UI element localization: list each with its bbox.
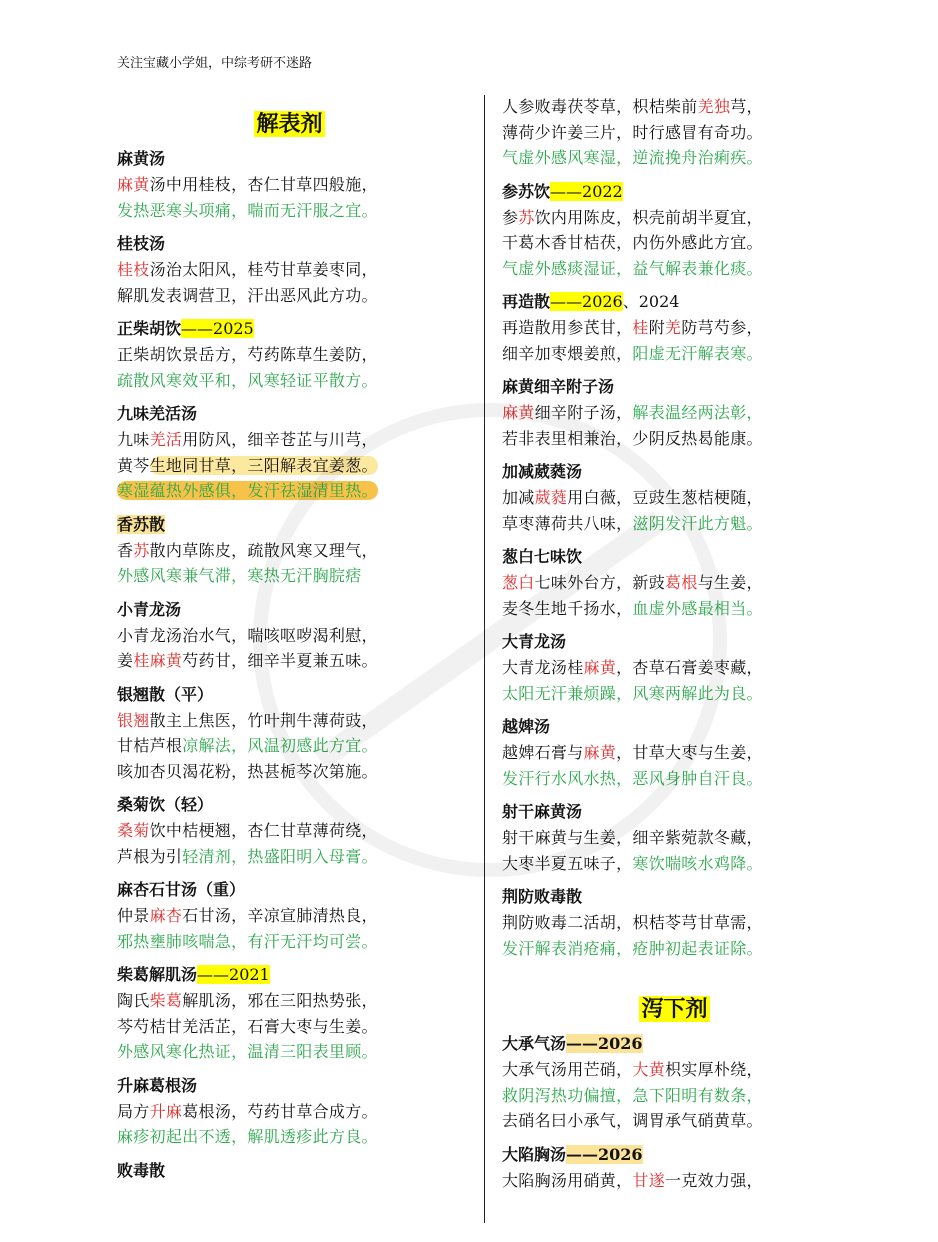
formula-block	[117, 682, 462, 785]
verse-line	[502, 426, 847, 452]
formula-block	[502, 799, 847, 876]
verse-text: 细辛加枣煨姜煎，	[502, 343, 633, 363]
formula-block	[502, 714, 847, 791]
spacer	[502, 451, 847, 459]
formula-block	[502, 289, 847, 366]
verse-line	[502, 1108, 847, 1134]
spacer	[117, 869, 462, 877]
herb-highlight: 麻黄	[583, 658, 617, 677]
verse-line	[502, 1168, 847, 1194]
section-heading-text: 泻下剂	[641, 996, 708, 1022]
verse-text: 薄荷少许姜三片，时行感冒有奇功。	[502, 122, 763, 142]
verse-text: 干葛木香甘桔茯，内伤外感此方宜。	[502, 233, 763, 252]
formula-name: 柴葛解肌汤	[117, 965, 198, 984]
indication-text: 外感风寒兼气滞，寒热无汗胸脘痞	[117, 566, 362, 585]
verse-text: 仲景	[117, 906, 150, 925]
formula-title	[502, 799, 847, 825]
exam-year-highlight: ——2025	[181, 319, 254, 338]
herb-highlight: 大黄	[632, 1060, 666, 1079]
left-column	[117, 102, 462, 1192]
verse-text: ，杏草石膏姜枣藏，	[616, 658, 763, 677]
verse-text: 芍药甘，细辛半夏兼五味。	[182, 651, 378, 670]
verse-text: 与生姜，	[697, 573, 763, 592]
right-column	[502, 94, 847, 1201]
verse-line	[502, 94, 847, 120]
formula-block	[117, 877, 462, 954]
formula-block	[502, 1031, 847, 1134]
formula-title	[117, 597, 462, 623]
verse-text: 草枣薄荷共八味，	[502, 513, 633, 533]
spacer	[117, 1150, 462, 1158]
herb-highlight: 桂枝	[117, 260, 150, 279]
verse-line	[117, 342, 462, 368]
verse-text: 香	[117, 540, 134, 560]
verse-line	[117, 929, 462, 955]
formula-name: 越婢汤	[502, 717, 551, 736]
formula-title	[502, 179, 847, 205]
verse-line	[117, 988, 462, 1014]
verse-line	[117, 903, 462, 929]
verse-text: 散内草陈皮，疏散风寒又理气，	[149, 540, 378, 560]
indication-text: 轻清剂，热盛阳明入母膏。	[182, 846, 378, 866]
verse-line	[502, 256, 847, 282]
verse-text: 防芎芍参，	[681, 318, 763, 337]
verse-text: 散主上焦医，竹叶荆牛薄荷豉，	[149, 710, 378, 730]
verse-line	[117, 283, 462, 309]
formula-name: 正柴胡饮	[117, 319, 182, 338]
indication-text: 气虚外感痰湿证，益气解表兼化痰。	[502, 258, 763, 278]
formula-block	[502, 629, 847, 706]
spacer	[502, 366, 847, 374]
formula-name: 桂枝汤	[117, 234, 166, 253]
verse-text: 大陷胸汤用硝黄，	[502, 1170, 633, 1190]
spacer	[502, 281, 847, 289]
spacer	[502, 791, 847, 799]
exam-year-highlight: 香苏散	[117, 514, 166, 534]
spacer	[502, 171, 847, 179]
verse-text: 咳加杏贝渴花粉，热甚栀芩次第施。	[117, 761, 378, 781]
verse-line	[117, 648, 462, 674]
verse-text: 加减	[502, 488, 535, 507]
verse-line	[502, 1083, 847, 1109]
verse-line	[117, 708, 462, 734]
verse-line	[502, 681, 847, 707]
verse-line	[502, 485, 847, 511]
verse-line	[502, 851, 847, 877]
formula-title	[502, 1142, 847, 1168]
formula-block	[117, 597, 462, 674]
spacer	[117, 504, 462, 512]
verse-line	[502, 120, 847, 146]
herb-highlight: 麻黄	[117, 175, 150, 194]
spacer	[502, 1193, 847, 1201]
formula-title	[502, 544, 847, 570]
herb-highlight: 柴葛	[149, 991, 183, 1010]
formula-title	[117, 401, 462, 427]
verse-text: 芦根为引	[117, 846, 183, 866]
verse-line	[117, 818, 462, 844]
verse-text: 饮中桔梗翘，杏仁甘草薄荷绕，	[149, 821, 378, 840]
verse-line	[117, 759, 462, 785]
indication-text: 血虚外感最相当。	[632, 598, 763, 618]
verse-line	[117, 172, 462, 198]
exam-year-highlight: ——2026	[566, 1144, 643, 1164]
verse-text: 大枣半夏五味子，	[502, 853, 633, 873]
formula-name: 麻黄汤	[117, 149, 166, 168]
verse-line	[502, 910, 847, 936]
indication-text: 寒饮喘咳水鸡降。	[632, 853, 763, 873]
verse-line	[502, 596, 847, 622]
exam-year-highlight: ——2021	[197, 965, 270, 984]
formula-block	[117, 1158, 462, 1184]
verse-line	[117, 563, 462, 589]
verse-line	[502, 766, 847, 792]
verse-text: 局方	[117, 1101, 150, 1121]
verse-text: 一克效力强，	[665, 1170, 763, 1190]
formula-title	[502, 459, 847, 485]
formula-name: 大青龙汤	[502, 632, 567, 651]
formula-title	[117, 316, 462, 342]
formula-name: 大承气汤	[502, 1034, 567, 1053]
verse-line	[117, 844, 462, 870]
formula-block	[502, 374, 847, 451]
formula-title	[117, 682, 462, 708]
spacer	[502, 621, 847, 629]
verse-text: 正柴胡饮景岳方，芍药陈草生姜防，	[117, 345, 378, 364]
section-heading	[502, 987, 847, 1031]
indication-text: 寒湿蕴热外感俱，发汗祛湿清里热。	[117, 481, 378, 500]
verse-text: 射干麻黄与生姜，细辛紫菀款冬藏，	[502, 828, 763, 847]
formula-title	[117, 792, 462, 818]
verse-text: 汤治太阳风，桂芍甘草姜枣同，	[149, 260, 378, 279]
herb-highlight: 桑菊	[117, 821, 150, 840]
verse-line	[502, 400, 847, 426]
formula-name: 参苏饮	[502, 181, 551, 201]
verse-text: 小青龙汤治水气，喘咳呕哕渴利慰，	[117, 625, 378, 645]
verse-text: 参	[502, 207, 519, 227]
verse-text: 大青龙汤桂	[502, 658, 584, 677]
formula-block	[117, 401, 462, 504]
spacer	[117, 1184, 462, 1192]
spacer	[502, 536, 847, 544]
herb-highlight: 麻杏	[149, 906, 183, 925]
verse-line	[117, 623, 462, 649]
verse-text: 枳实厚朴绕，	[665, 1060, 763, 1079]
verse-text: ，甘草大枣与生姜，	[616, 743, 763, 762]
verse-line	[117, 1014, 462, 1040]
verse-text: 再造散用参芪甘，	[502, 318, 633, 337]
verse-line	[117, 368, 462, 394]
verse-line	[502, 205, 847, 231]
verse-text: 大承气汤用芒硝，	[502, 1060, 633, 1079]
verse-line	[117, 478, 462, 504]
formula-title	[502, 1031, 847, 1057]
indication-text: 凉解法，风温初感此方宜。	[182, 736, 378, 755]
verse-text: 葛根汤，芍药甘草合成方。	[182, 1101, 378, 1121]
formula-title	[117, 962, 462, 988]
herb-highlight: 桂麻黄	[133, 651, 183, 670]
formula-name: 再造散	[502, 292, 551, 311]
formula-name: 荆防败毒散	[502, 887, 583, 906]
verse-text: 芎，	[730, 97, 763, 116]
indication-text: 疏散风寒效平和，风寒轻证平散方。	[117, 370, 378, 390]
herb-highlight: 甘遂	[632, 1170, 666, 1190]
formula-title	[502, 629, 847, 655]
indication-text: 救阴泻热功偏擅，急下阳明有数条，	[502, 1085, 763, 1105]
verse-line	[502, 341, 847, 367]
indication-text: 麻疹初起出不透，解肌透疹此方良。	[117, 1127, 378, 1146]
herb-highlight: 桂	[632, 318, 649, 337]
formula-name: 射干麻黄汤	[502, 802, 583, 821]
indication-text: 发汗解表消疮痛，疮肿初起表证除。	[502, 938, 763, 958]
verse-text: 汤中用桂枝，杏仁甘草四般施，	[149, 175, 378, 194]
verse-line	[502, 315, 847, 341]
verse-line	[117, 453, 462, 479]
verse-text: 解肌发表调营卫，汗出恶风此方功。	[117, 285, 378, 305]
formula-name: 桑菊饮（轻）	[117, 795, 214, 814]
verse-text: 九味	[117, 430, 150, 449]
verse-text: 人参败毒茯苓草，枳桔柴前	[502, 97, 698, 116]
formula-block	[502, 179, 847, 282]
formula-title	[502, 374, 847, 400]
formula-title	[117, 1158, 462, 1184]
spacer	[117, 1065, 462, 1073]
verse-line	[502, 145, 847, 171]
formula-block	[502, 459, 847, 536]
section-heading	[117, 102, 462, 146]
formula-block	[117, 512, 462, 589]
verse-line	[502, 230, 847, 256]
spacer	[502, 969, 847, 987]
verse-line	[502, 825, 847, 851]
exam-year-highlight: ——2022	[550, 181, 623, 201]
formula-title	[502, 884, 847, 910]
formula-name: 升麻葛根汤	[117, 1075, 198, 1095]
verse-line	[502, 1057, 847, 1083]
herb-highlight: 银翘	[117, 710, 150, 730]
formula-name: 银翘散（平）	[117, 684, 214, 704]
spacer	[117, 393, 462, 401]
formula-title	[117, 146, 462, 172]
verse-line	[117, 198, 462, 224]
indication-text: 邪热壅肺咳喘急，有汗无汗均可尝。	[117, 931, 378, 951]
formula-name: 小青龙汤	[117, 599, 182, 619]
verse-text: 用白薇，豆豉生葱桔梗随，	[567, 488, 763, 507]
herb-highlight: 羌	[665, 318, 682, 337]
spacer	[117, 784, 462, 792]
herb-highlight: 麻黄	[502, 403, 535, 422]
page-header: 关注宝藏小学姐，中综考研不迷路	[117, 56, 313, 71]
indication-text: 解表温经两法彰，	[632, 403, 763, 422]
herb-highlight: 升麻	[149, 1101, 183, 1121]
herb-highlight: 苏	[133, 540, 150, 560]
formula-title	[502, 714, 847, 740]
verse-line	[117, 538, 462, 564]
verse-text: 生地同甘草，三阳解表宜姜葱。	[149, 455, 378, 475]
formula-title	[502, 289, 847, 315]
verse-text: 附	[648, 318, 666, 337]
spacer	[502, 1134, 847, 1142]
formula-block	[117, 962, 462, 1065]
formula-name: 大陷胸汤	[502, 1144, 567, 1164]
indication-text: 滋阴发汗此方魁。	[632, 513, 763, 533]
spacer	[502, 706, 847, 714]
verse-text: 麦冬生地千扬水，	[502, 598, 633, 618]
formula-title	[117, 877, 462, 903]
formula-block	[117, 231, 462, 308]
verse-line	[502, 936, 847, 962]
indication-text: 阳虚无汗解表寒。	[632, 343, 763, 363]
spacer	[117, 954, 462, 962]
verse-text: 甘桔芦根	[117, 736, 183, 755]
verse-text: 石甘汤，辛凉宣肺清热良，	[182, 906, 378, 925]
formula-title	[117, 512, 462, 538]
herb-highlight: 麻黄	[583, 743, 617, 762]
herb-highlight: 葛根	[665, 573, 698, 592]
verse-text: 陶氏	[117, 991, 150, 1010]
verse-text: 饮内用陈皮，枳壳前胡半夏宜，	[534, 207, 763, 227]
formula-title	[117, 231, 462, 257]
herb-highlight: 羌独	[697, 97, 731, 116]
indication-text: 发热恶寒头项痛，喘而无汗服之宜。	[117, 200, 378, 220]
verse-text: 黄芩	[117, 455, 150, 475]
formula-block	[117, 316, 462, 393]
formula-name: 九味羌活汤	[117, 404, 198, 423]
formula-block	[502, 94, 847, 171]
verse-text: 荆防败毒二活胡，枳桔苓芎甘草需，	[502, 913, 763, 932]
formula-block	[117, 146, 462, 223]
section-heading-text: 解表剂	[256, 111, 323, 137]
spacer	[117, 308, 462, 316]
verse-text: 七味外台方，新豉	[534, 573, 666, 592]
verse-text: 去硝名曰小承气，调胃承气硝黄草。	[502, 1111, 763, 1130]
formula-name: 麻黄细辛附子汤	[502, 377, 615, 396]
formula-block	[502, 884, 847, 961]
indication-text: 外感风寒化热证，温清三阳表里顾。	[117, 1042, 378, 1061]
verse-text: 解肌汤，邪在三阳热势张，	[182, 991, 378, 1010]
verse-text: 姜	[117, 651, 134, 670]
formula-title	[117, 1073, 462, 1099]
spacer	[117, 674, 462, 682]
indication-text: 气虚外感风寒湿，逆流挽舟治痢疾。	[502, 148, 763, 167]
verse-text: 芩芍桔甘羌活芷，石膏大枣与生姜。	[117, 1016, 378, 1036]
verse-line	[117, 733, 462, 759]
formula-block	[502, 544, 847, 621]
herb-highlight: 苏	[518, 207, 535, 227]
verse-text: 细辛附子汤，	[534, 403, 633, 422]
verse-line	[502, 570, 847, 596]
verse-line	[117, 257, 462, 283]
verse-line	[117, 1124, 462, 1150]
verse-text: 若非表里相兼治，少阴反热曷能康。	[502, 428, 763, 448]
verse-line	[502, 655, 847, 681]
herb-highlight: 羌活	[149, 430, 183, 449]
spacer	[117, 223, 462, 231]
indication-text: 太阳无汗兼烦躁，风寒两解此为良。	[502, 683, 763, 703]
indication-text: 发汗行水风水热，恶风身肿自汗良。	[502, 768, 763, 788]
formula-block	[502, 1142, 847, 1194]
formula-name: 加减葳蕤汤	[502, 462, 583, 481]
spacer	[502, 876, 847, 884]
verse-line	[117, 1099, 462, 1125]
verse-line	[117, 427, 462, 453]
formula-block	[117, 792, 462, 869]
exam-year-highlight: ——2026	[566, 1034, 643, 1053]
verse-line	[117, 1039, 462, 1065]
formula-name: 麻杏石甘汤（重）	[117, 880, 246, 899]
herb-highlight: 葱白	[502, 573, 535, 592]
formula-name: 、2024	[622, 292, 680, 311]
spacer	[117, 589, 462, 597]
verse-text: 用防风，细辛苍芷与川芎，	[182, 430, 378, 449]
verse-text: 越婢石膏与	[502, 743, 584, 762]
column-divider	[484, 95, 485, 1223]
exam-year-highlight: ——2026	[550, 292, 623, 311]
formula-name: 败毒散	[117, 1160, 166, 1180]
spacer	[502, 961, 847, 969]
herb-highlight: 葳蕤	[534, 488, 568, 507]
verse-line	[502, 740, 847, 766]
verse-line	[502, 511, 847, 537]
formula-name: 葱白七味饮	[502, 547, 583, 566]
formula-block	[117, 1073, 462, 1150]
